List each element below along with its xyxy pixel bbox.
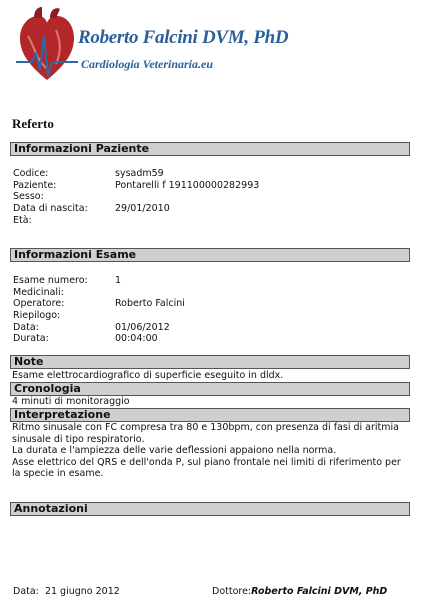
- field-label: Esame numero:: [13, 275, 88, 286]
- section-heading-patient: Informazioni Paziente: [10, 142, 410, 156]
- section-heading-note: Note: [10, 355, 410, 369]
- exam-row-summary: [13, 310, 185, 322]
- interpretation-line: sinusale di tipo respiratorio.: [12, 433, 145, 445]
- field-label: Sesso:: [13, 191, 44, 203]
- field-value: 00:04:00: [115, 333, 158, 345]
- footer-doctor: [212, 586, 387, 597]
- section-heading-interpretation: Interpretazione: [10, 408, 410, 422]
- footer-doctor-name: Roberto Falcini DVM, PhD: [251, 586, 388, 597]
- footer-doctor-label: Dottore:: [212, 586, 252, 597]
- interpretation-line: Asse elettrico del QRS e dell'onda P, sul piano frontale nei limiti di riferimento per: [12, 456, 401, 468]
- field-value: Pontarelli f 191100000282993: [115, 179, 260, 191]
- interpretation-line: La durata e l'ampiezza delle varie deflessioni appaiono nella norma.: [12, 445, 337, 456]
- footer-date-label: Data:: [13, 586, 39, 597]
- brand-name: Roberto Falcini DVM, PhD: [78, 27, 289, 48]
- exam-row-number: [13, 275, 185, 287]
- patient-row-code: [13, 168, 259, 180]
- exam-row-operator: [13, 298, 185, 310]
- brand-logo: [16, 6, 289, 92]
- brand-subtitle: Cardiologia Veterinaria.eu: [81, 57, 214, 71]
- exam-row-date: [13, 322, 185, 334]
- exam-row-medicines: [13, 287, 185, 299]
- report-title: Referto: [12, 116, 54, 131]
- interpretation-text: [12, 422, 412, 480]
- interpretation-line: la specie in esame.: [12, 468, 104, 479]
- field-label: Durata:: [13, 333, 49, 345]
- patient-row-sex: [13, 191, 259, 203]
- exam-info-table: [13, 275, 185, 345]
- field-label: Data:: [13, 321, 39, 333]
- field-value: 01/06/2012: [115, 321, 170, 333]
- field-label: Operatore:: [13, 298, 65, 310]
- field-label: Codice:: [13, 168, 49, 179]
- field-value: 1: [115, 275, 122, 286]
- field-label: Età:: [13, 214, 32, 226]
- patient-row-birthdate: [13, 203, 259, 215]
- section-heading-annotations: Annotazioni: [10, 502, 410, 516]
- heart-ecg-logo-icon: [16, 6, 78, 86]
- field-label: Paziente:: [13, 179, 57, 191]
- field-label: Medicinali:: [13, 286, 64, 298]
- patient-info-table: [13, 168, 259, 226]
- footer-date: [13, 586, 120, 597]
- chronology-text: 4 minuti di monitoraggio: [12, 396, 130, 407]
- field-value: Roberto Falcini: [115, 298, 185, 310]
- interpretation-line: Ritmo sinusale con FC compresa tra 80 e 130bpm, con presenza di fasi di aritmia: [12, 422, 399, 433]
- exam-row-duration: [13, 333, 185, 345]
- field-label: Data di nascita:: [13, 203, 88, 215]
- field-label: Riepilogo:: [13, 310, 61, 322]
- section-heading-exam: Informazioni Esame: [10, 248, 410, 262]
- patient-row-age: [13, 215, 259, 227]
- field-value: 29/01/2010: [115, 203, 170, 215]
- patient-row-name: [13, 180, 259, 192]
- field-value: sysadm59: [115, 168, 164, 179]
- footer-date-value: 21 giugno 2012: [44, 586, 120, 597]
- section-heading-chronology: Cronologia: [10, 382, 410, 396]
- note-text: Esame elettrocardiografico di superficie eseguito in dldx.: [12, 370, 284, 381]
